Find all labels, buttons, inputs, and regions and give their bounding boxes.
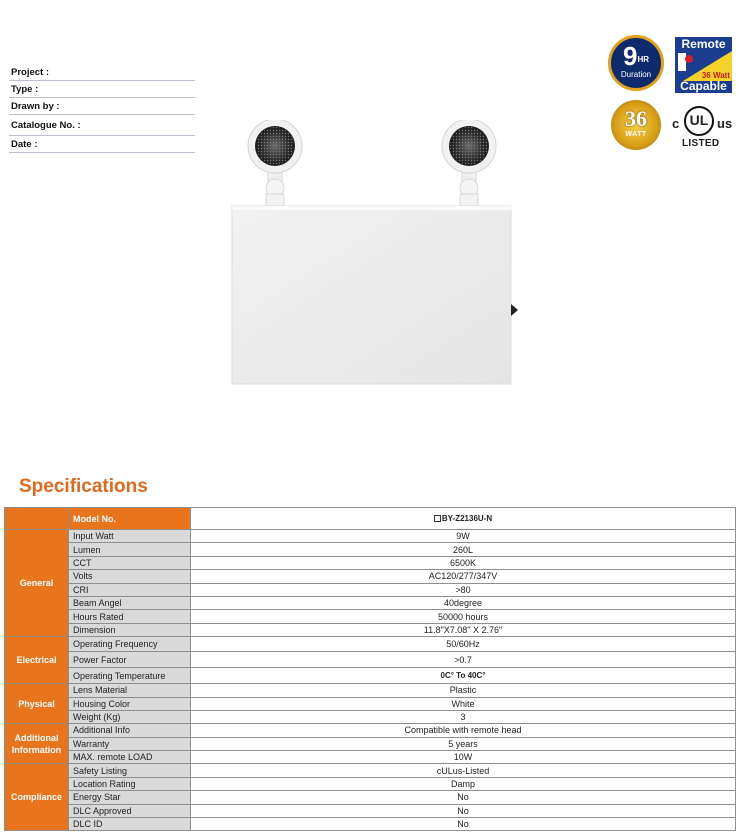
spec-label: Hours Rated (69, 610, 191, 623)
specifications-title: Specifications (19, 476, 148, 497)
spec-label: Operating Temperature (69, 668, 191, 684)
header-category-cell (5, 508, 69, 530)
spec-label: Power Factor (69, 652, 191, 668)
spec-value: No (191, 818, 736, 831)
category-compliance: Compliance (5, 764, 69, 831)
spec-label: Location Rating (69, 777, 191, 790)
category-electrical: Electrical (5, 637, 69, 684)
ul-c-text: c (672, 116, 680, 131)
product-image (230, 120, 520, 388)
remote-capable-badge (675, 37, 732, 93)
table-row (5, 583, 736, 596)
type-field: Type : (9, 81, 195, 98)
spec-value: 50/60Hz (191, 637, 736, 652)
spec-value: 260L (191, 543, 736, 556)
spec-label: Lens Material (69, 684, 191, 697)
table-row (5, 623, 736, 636)
spec-label: Volts (69, 570, 191, 583)
table-row (5, 818, 736, 831)
spec-label: CRI (69, 583, 191, 596)
spec-label: Lumen (69, 543, 191, 556)
cul-us-listed-badge (670, 104, 736, 150)
date-field: Date : (9, 136, 195, 153)
ul-listed-text: LISTED (682, 138, 720, 149)
table-row (5, 556, 736, 569)
table-row (5, 543, 736, 556)
category-additional-information: Additional Information (5, 724, 69, 764)
hr-number: 9 (622, 41, 638, 71)
watt-unit: WATT (625, 131, 647, 138)
spec-label: MAX. remote LOAD (69, 751, 191, 764)
36-watt-badge (611, 100, 661, 150)
spec-value: No (191, 791, 736, 804)
spec-value: cULus-Listed (191, 764, 736, 777)
catalogue-no-field: Catalogue No. : (9, 115, 195, 136)
table-row (5, 596, 736, 609)
table-row (5, 777, 736, 790)
spec-value: Damp (191, 777, 736, 790)
spec-value: >80 (191, 583, 736, 596)
category-physical: Physical (5, 684, 69, 724)
model-no-value (191, 508, 736, 530)
table-row (5, 764, 736, 777)
table-row (5, 610, 736, 623)
spec-value: No (191, 804, 736, 817)
spec-label: DLC ID (69, 818, 191, 831)
spec-value: Compatible with remote head (191, 724, 736, 737)
table-row (5, 637, 736, 652)
duration-text: Duration (620, 70, 652, 79)
spec-value: 3 (191, 710, 736, 723)
remote-watt-text: 36 Watt (701, 71, 730, 80)
spec-label: Housing Color (69, 697, 191, 710)
capable-text: Capable (680, 79, 727, 93)
remote-text: Remote (681, 37, 726, 51)
table-row (5, 530, 736, 543)
checkbox-icon (434, 515, 441, 522)
drawn-by-field: Drawn by : (9, 98, 195, 115)
specifications-table (4, 507, 736, 831)
spec-value: 10W (191, 751, 736, 764)
spec-label: DLC Approved (69, 804, 191, 817)
model-no-label: Model No. (69, 508, 191, 530)
spec-label: CCT (69, 556, 191, 569)
table-header-row (5, 508, 736, 530)
model-no-text: BY-Z2136U-N (441, 513, 493, 523)
spec-value: 9W (191, 530, 736, 543)
project-info-block (9, 64, 195, 153)
spec-label: Energy Star (69, 791, 191, 804)
table-row (5, 791, 736, 804)
spec-label: Beam Angel (69, 596, 191, 609)
project-field: Project : (9, 64, 195, 81)
hr-unit: HR (637, 55, 650, 64)
spec-value: 50000 hours (191, 610, 736, 623)
ul-us-text: us (717, 116, 733, 131)
watt-number: 36 (625, 106, 647, 131)
spec-value: White (191, 697, 736, 710)
table-row (5, 570, 736, 583)
table-row (5, 652, 736, 668)
spec-value: 0C° To 40C° (191, 668, 736, 684)
9hr-duration-badge (608, 35, 664, 91)
spec-value: AC120/277/347V (191, 570, 736, 583)
table-row (5, 751, 736, 764)
spec-label: Weight (Kg) (69, 710, 191, 723)
spec-value: 11.8"X7.08" X 2.76" (191, 623, 736, 636)
spec-label: Additional Info (69, 724, 191, 737)
table-row (5, 724, 736, 737)
table-row (5, 737, 736, 750)
spec-label: Safety Listing (69, 764, 191, 777)
red-dot-graphic (685, 55, 693, 63)
spec-label: Warranty (69, 737, 191, 750)
category-general: General (5, 530, 69, 637)
ul-logo: UL (684, 106, 714, 136)
table-row (5, 710, 736, 723)
spec-label: Input Watt (69, 530, 191, 543)
spec-label: Dimension (69, 623, 191, 636)
spec-label: Operating Frequency (69, 637, 191, 652)
spec-value: 5 years (191, 737, 736, 750)
spec-value: Plastic (191, 684, 736, 697)
table-row (5, 697, 736, 710)
emergency-light-illustration (230, 120, 520, 388)
spec-value: 6500K (191, 556, 736, 569)
table-row (5, 804, 736, 817)
spec-value: >0.7 (191, 652, 736, 668)
spec-value: 40degree (191, 596, 736, 609)
table-row (5, 668, 736, 684)
table-row (5, 684, 736, 697)
